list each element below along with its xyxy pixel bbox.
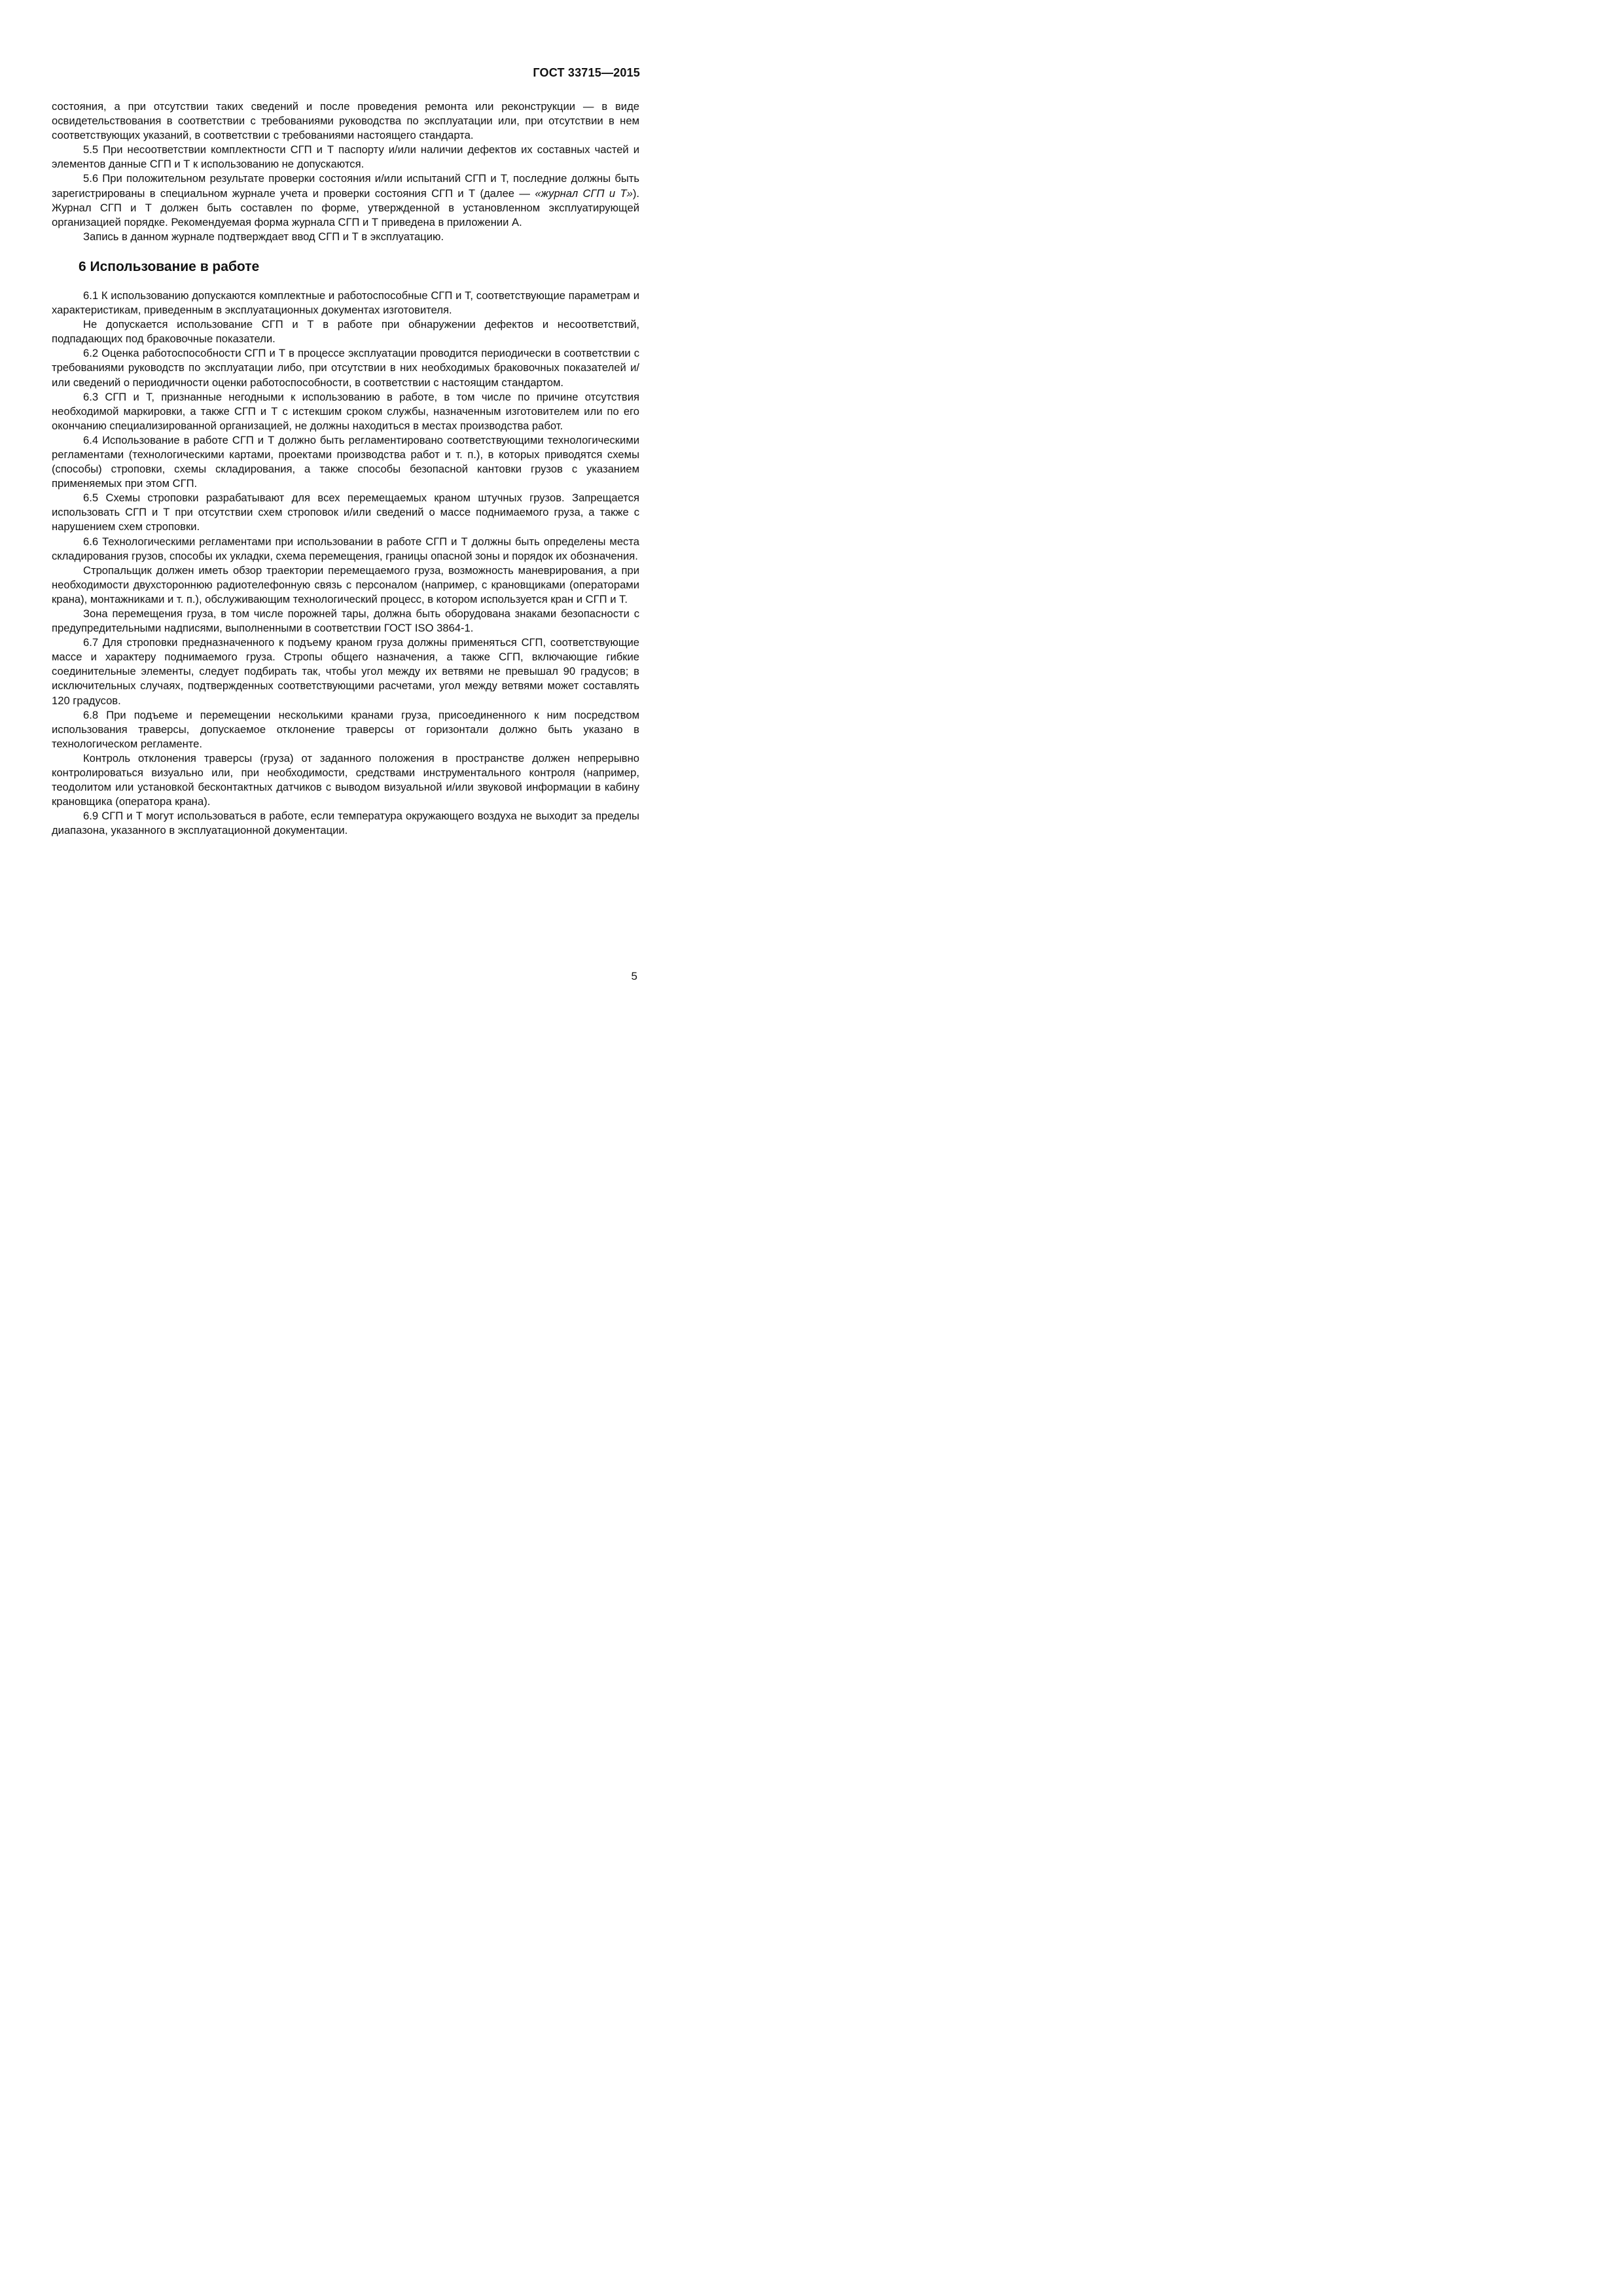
paragraph-6-9: 6.9 СГП и Т могут использоваться в работе, если температура окружающего воздуха не выходит за пределы диапазона, указанного в эксплуатационной документации.	[52, 810, 639, 837]
term-journal: «журнал СГП и Т»	[535, 187, 633, 200]
paragraph-5-5: 5.5 При несоответствии комплектности СГП и Т паспорту и/или наличии дефектов их составных частей и элементов данные СГП и Т к использованию не допускаются.	[52, 143, 639, 171]
section-heading: 6 Использование в работе	[79, 259, 260, 274]
paragraph-6-1: 6.1 К использованию допускаются комплектные и работоспособные СГП и Т, соответствующие параметрам и характеристикам, приведенным в эксплуатационных документах изготовителя.	[52, 289, 639, 317]
page-number: 5	[631, 970, 637, 982]
paragraph-6-1-note: Не допускается использование СГП и Т в работе при обнаружении дефектов и несоответствий, подпадающих под браковочные показатели.	[52, 318, 639, 346]
document-code-header: ГОСТ 33715—2015	[533, 66, 640, 79]
paragraph-6-4: 6.4 Использование в работе СГП и Т должно быть регламентировано соответствующими технологическими регламентами (технологическими картами, проектами производства работ и т. п.), в которых приводятся схемы (способы) строповки, схемы складирования, а также способы безопасной кантовки грузов с указанием применяемых при этом СГП.	[52, 433, 639, 490]
paragraph-6-6: 6.6 Технологическими регламентами при использовании в работе СГП и Т должны быть определены места складирования грузов, способы их укладки, схема перемещения, границы опасной зоны и порядок их обозначения.	[52, 535, 639, 562]
paragraph-continuation: состояния, а при отсутствии таких сведений и после проведения ремонта или реконструкции — в виде освидетельствования в соответствии с требованиями руководства по эксплуатации или, при отсутствии в нем соответствующих указаний, в соответствии с требованиями настоящего стандарта.	[52, 100, 639, 142]
paragraph-6-8-control: Контроль отклонения траверсы (груза) от заданного положения в пространстве должен непрерывно контролироваться визуально или, при необходимости, средствами инструментального контроля (например, теодолитом или установкой бесконтактных датчиков с выводом визуальной и/или звуковой информации в кабину крановщика (оператора крана).	[52, 751, 639, 808]
paragraph-5-6	[52, 171, 639, 229]
paragraph-5-6-text-end: ). Журнал СГП и Т должен быть составлен по форме, утвержденной в установленном эксплуатирующей организацией порядке. Рекомендуемая форма журнала СГП и Т приведена в приложении А.	[52, 187, 639, 228]
paragraph-6-7: 6.7 Для строповки предназначенного к подъему краном груза должны применяться СГП, соответствующие массе и характеру поднимаемого груза. Стропы общего назначения, а также СГП, включающие гибкие соединительные элементы, следует подбирать так, чтобы угол между их ветвями не превышал 90 градусов; в исключительных случаях, подтвержденных соответствующими расчетами, угол между ветвями может составлять 120 градусов.	[52, 636, 639, 707]
paragraph-journal-record: Запись в данном журнале подтверждает ввод СГП и Т в эксплуатацию.	[83, 230, 444, 243]
paragraph-5-6-text-start: 5.6 При положительном результате проверки состояния и/или испытаний СГП и Т, последние должны быть зарегистрированы в специальном журнале учета и проверки состояния СГП и Т (далее —	[52, 172, 639, 200]
paragraph-6-5: 6.5 Схемы строповки разрабатывают для всех перемещаемых краном штучных грузов. Запрещается использовать СГП и Т при отсутствии схем строповок и/или сведений о массе поднимаемого груза, а также с нарушением схем строповки.	[52, 492, 639, 533]
paragraph-6-2: 6.2 Оценка работоспособности СГП и Т в процессе эксплуатации проводится периодически в соответствии с требованиями руководств по эксплуатации либо, при отсутствии в них необходимых браковочных показателей и/или сведений о периодичности оценки работоспособности, в соответствии с настоящим стандартом.	[52, 347, 639, 389]
paragraph-6-3: 6.3 СГП и Т, признанные негодными к использованию в работе, в том числе по причине отсутствия необходимой маркировки, а также СГП и Т с истекшим сроком службы, назначенным изготовителем или по его окончанию специализированной организацией, не должны находиться в местах производства работ.	[52, 390, 639, 432]
page-content	[52, 99, 639, 838]
document-page	[0, 0, 722, 1022]
paragraph-6-6-slinger: Стропальщик должен иметь обзор траектории перемещаемого груза, возможность маневрирования, а при необходимости двухстороннюю радиотелефонную связь с персоналом (например, с крановщиками (операторами крана), монтажниками и т. п.), обслуживающим технологический процесс, в котором используется кран и СГП и Т.	[52, 564, 639, 605]
paragraph-6-8: 6.8 При подъеме и перемещении несколькими кранами груза, присоединенного к ним посредством использования траверсы, допускаемое отклонение траверсы от горизонтали должно быть указано в технологическом регламенте.	[52, 708, 639, 750]
paragraph-6-6-zone: Зона перемещения груза, в том числе порожней тары, должна быть оборудована знаками безопасности с предупредительными надписями, выполненными в соответствии ГОСТ ISO 3864-1.	[52, 607, 639, 635]
